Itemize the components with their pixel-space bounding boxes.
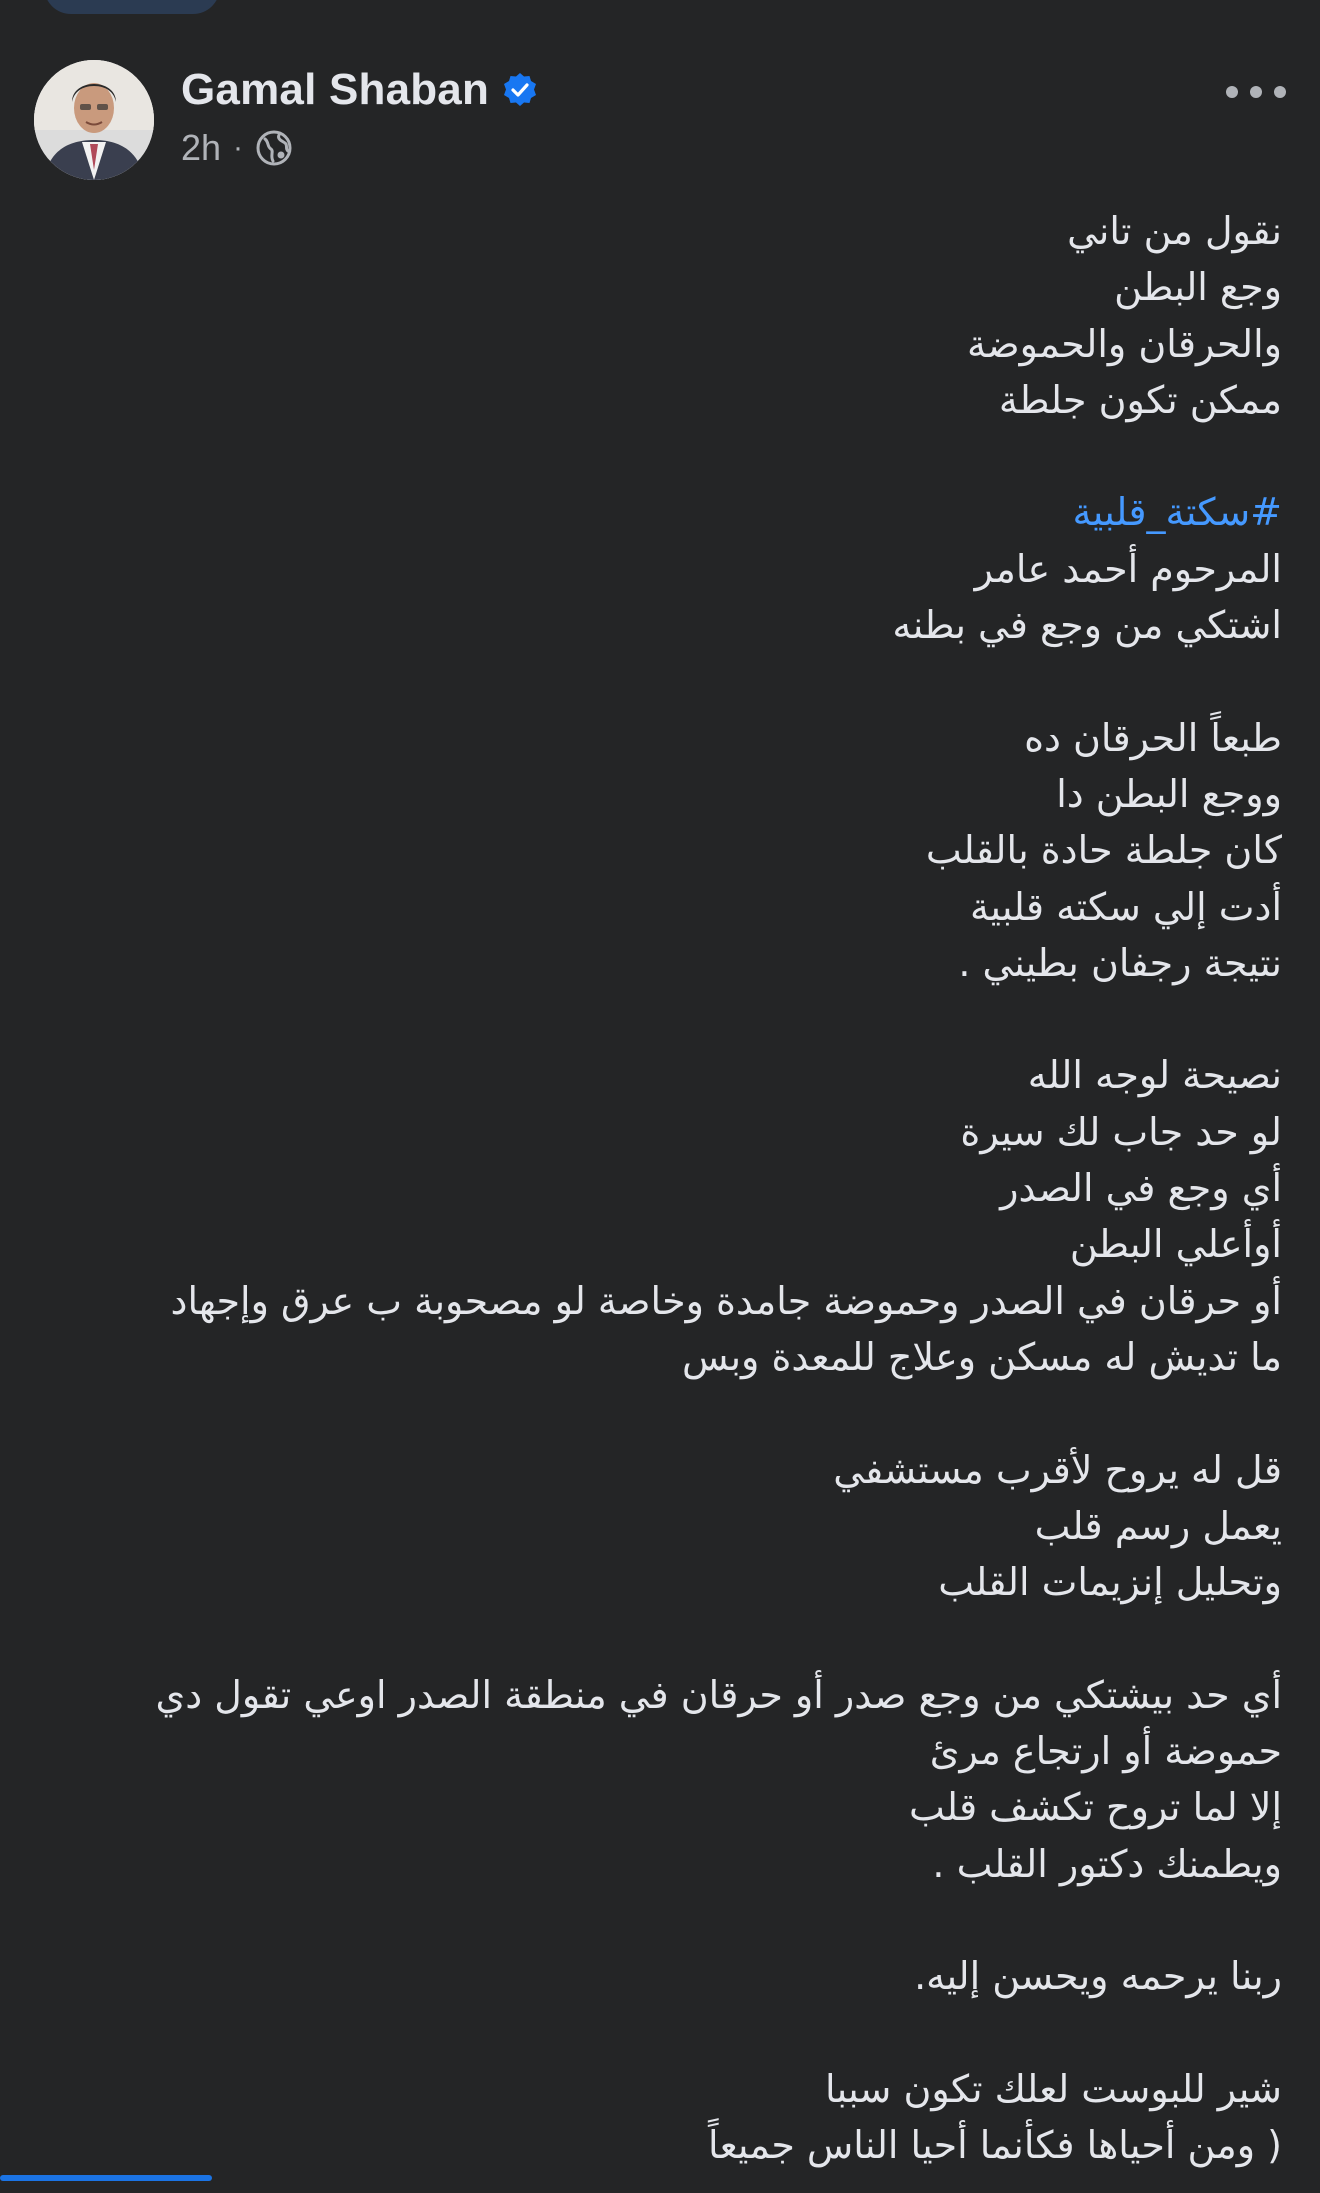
- paragraph-gap: [22, 653, 1282, 709]
- post-line: لو حد جاب لك سيرة: [960, 1109, 1282, 1154]
- paragraph-gap: [22, 1892, 1282, 1948]
- post-line: ( ومن أحياها فكأنما أحيا الناس جميعاً: [708, 2123, 1282, 2168]
- post-line: أوأعلي البطن: [1069, 1222, 1282, 1267]
- post-line: نقول من تاني: [1067, 209, 1282, 253]
- post-line: ممكن تكون جلطة: [998, 377, 1282, 422]
- post-line: اشتكي من وجع في بطنه: [892, 603, 1282, 648]
- post-line: أي وجع في الصدر: [1000, 1166, 1282, 1211]
- post-line: طبعاً الحرقان ده: [1024, 715, 1282, 760]
- author-avatar[interactable]: [34, 60, 154, 180]
- paragraph-gap: [22, 1385, 1282, 1441]
- globe-icon[interactable]: [255, 129, 293, 167]
- author-row: [181, 62, 539, 118]
- more-options-icon[interactable]: [1226, 74, 1286, 110]
- hashtag-line: [22, 484, 1282, 540]
- post-line: شير للبوست لعلك تكون سببا: [825, 2066, 1282, 2111]
- post-line: ووجع البطن دا: [1056, 771, 1282, 816]
- paragraph-gap: [22, 2005, 1282, 2061]
- post-line: ربنا يرحمه ويحسن إليه.: [914, 1954, 1282, 1999]
- post-line: قل له يروح لأقرب مستشفي: [833, 1447, 1282, 1492]
- paragraph-gap: [22, 991, 1282, 1047]
- post-header: [34, 60, 1286, 180]
- post-line: أدت إلي سكته قلبية: [969, 884, 1282, 929]
- paragraph-gap: [22, 1610, 1282, 1666]
- author-name[interactable]: Gamal Shaban: [181, 65, 490, 114]
- post-line: ما تديش له مسكن وعلاج للمعدة وبس: [682, 1334, 1282, 1379]
- post-text: [22, 203, 1282, 2173]
- post-line: حموضة أو ارتجاع مرئ: [929, 1729, 1282, 1774]
- post-line: نصيحة لوجه الله: [1027, 1053, 1282, 1098]
- hashtag-link[interactable]: #سكتة_قلبية: [1072, 490, 1282, 535]
- post-line: أي حد بيشتكي من وجع صدر أو حرقان في منطقة الصدر اوعي تقول دي: [155, 1672, 1282, 1717]
- post-time[interactable]: 2h: [181, 127, 222, 168]
- media-progress-bar: [0, 2175, 212, 2181]
- post-line: إلا لما تروح تكشف قلب: [909, 1785, 1282, 1830]
- post-line: ويطمنك دكتور القلب .: [932, 1841, 1282, 1886]
- verified-badge-icon: [501, 71, 539, 109]
- post-line: وتحليل إنزيمات القلب: [938, 1560, 1282, 1605]
- post-line: وجع البطن: [1114, 265, 1282, 310]
- post-line: يعمل رسم قلب: [1034, 1503, 1282, 1548]
- post-line: كان جلطة حادة بالقلب: [925, 828, 1282, 873]
- post-line: نتيجة رجفان بطيني .: [958, 940, 1282, 985]
- post-line: والحرقان والحموضة: [967, 321, 1282, 366]
- post-line: أو حرقان في الصدر وحموضة جامدة وخاصة لو مصحوبة ب عرق وإجهاد: [170, 1278, 1282, 1323]
- meta-separator: ·: [233, 131, 244, 164]
- paragraph-gap: [22, 428, 1282, 484]
- post-line: المرحوم أحمد عامر: [974, 546, 1282, 591]
- post-meta: [181, 126, 293, 170]
